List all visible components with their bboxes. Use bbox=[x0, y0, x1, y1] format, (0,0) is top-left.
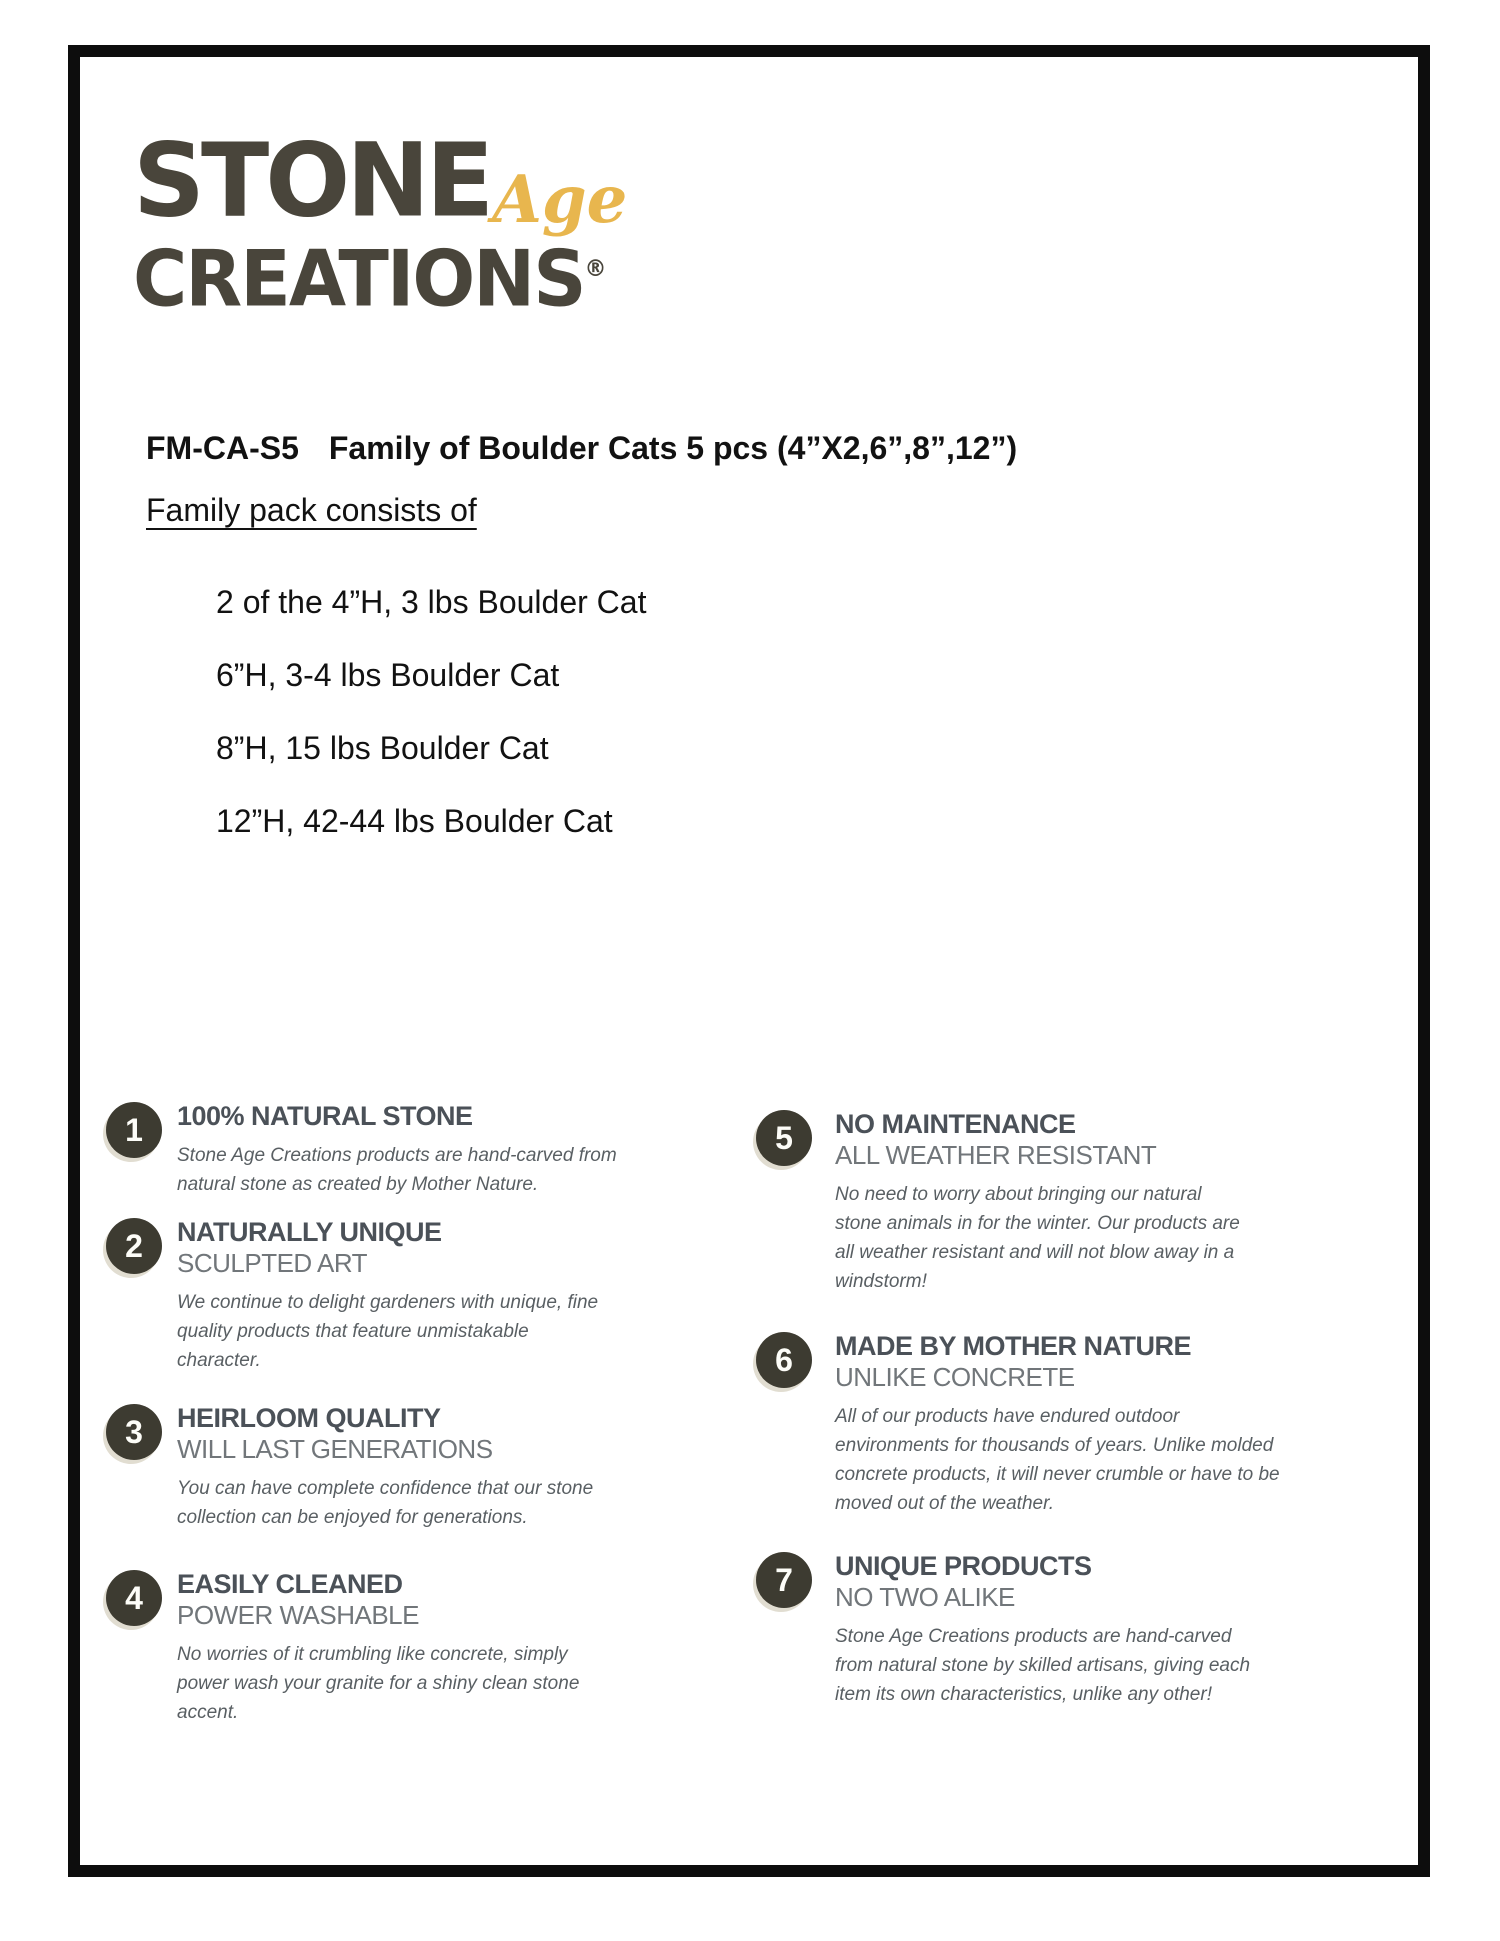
feature-subtitle: WILL LAST GENERATIONS bbox=[177, 1434, 493, 1464]
feature-heirloom-quality bbox=[106, 1402, 627, 1532]
feature-natural-stone bbox=[106, 1100, 617, 1199]
feature-number-badge: 6 bbox=[756, 1332, 812, 1388]
feature-title: EASILY CLEANED bbox=[177, 1569, 403, 1599]
logo-stone-text: STONE bbox=[133, 120, 491, 241]
feature-number-badge: 1 bbox=[106, 1102, 162, 1158]
feature-text bbox=[835, 1330, 1285, 1518]
feature-text bbox=[177, 1100, 617, 1199]
feature-title: HEIRLOOM QUALITY bbox=[177, 1403, 441, 1433]
registered-trademark-symbol: ® bbox=[584, 256, 607, 283]
feature-text bbox=[177, 1402, 627, 1532]
feature-naturally-unique bbox=[106, 1216, 607, 1375]
feature-title: MADE BY MOTHER NATURE bbox=[835, 1331, 1192, 1361]
logo-line-2 bbox=[133, 231, 625, 325]
feature-text bbox=[835, 1108, 1250, 1296]
pack-item: 8”H, 15 lbs Boulder Cat bbox=[216, 730, 549, 766]
feature-easily-cleaned bbox=[106, 1568, 612, 1727]
feature-text bbox=[835, 1550, 1265, 1709]
product-code: FM-CA-S5 bbox=[146, 430, 299, 466]
feature-body: No worries of it crumbling like concrete, simply power wash your granite for a shiny clean stone accent. bbox=[177, 1644, 580, 1723]
feature-body: All of our products have endured outdoor environments for thousands of years. Unlike molded concrete products, it will never crumble or have to be moved out of the weather. bbox=[835, 1406, 1280, 1514]
feature-unique-products bbox=[756, 1550, 1265, 1709]
feature-number-badge: 7 bbox=[756, 1552, 812, 1608]
feature-body: Stone Age Creations products are hand-carved from natural stone as created by Mother Nature. bbox=[177, 1145, 617, 1195]
feature-subtitle: SCULPTED ART bbox=[177, 1248, 368, 1278]
pack-item-list bbox=[216, 566, 646, 858]
feature-body: We continue to delight gardeners with unique, fine quality products that feature unmistakable character. bbox=[177, 1292, 599, 1371]
feature-title: NATURALLY UNIQUE bbox=[177, 1217, 442, 1247]
feature-number-badge: 2 bbox=[106, 1218, 162, 1274]
feature-subtitle: ALL WEATHER RESISTANT bbox=[835, 1140, 1157, 1170]
stone-age-creations-logo bbox=[133, 120, 628, 325]
feature-body: No need to worry about bringing our natural stone animals in for the winter. Our products are all weather resistant and will not blow away in a windstorm! bbox=[835, 1184, 1240, 1292]
feature-subtitle: UNLIKE CONCRETE bbox=[835, 1362, 1075, 1392]
feature-text bbox=[177, 1216, 607, 1375]
pack-item: 12”H, 42-44 lbs Boulder Cat bbox=[216, 803, 613, 839]
product-title bbox=[146, 430, 1017, 467]
feature-title: 100% NATURAL STONE bbox=[177, 1101, 473, 1131]
feature-title: UNIQUE PRODUCTS bbox=[835, 1551, 1092, 1581]
feature-made-by-mother-nature bbox=[756, 1330, 1285, 1518]
feature-body: You can have complete confidence that our stone collection can be enjoyed for generations. bbox=[177, 1478, 594, 1528]
feature-number-badge: 5 bbox=[756, 1110, 812, 1166]
logo-age-text: Age bbox=[492, 161, 628, 239]
feature-title: NO MAINTENANCE bbox=[835, 1109, 1076, 1139]
logo-line-1 bbox=[133, 120, 628, 245]
pack-heading: Family pack consists of bbox=[146, 492, 477, 528]
feature-subtitle: POWER WASHABLE bbox=[177, 1600, 419, 1630]
feature-no-maintenance bbox=[756, 1108, 1250, 1296]
feature-text bbox=[177, 1568, 612, 1727]
pack-item: 2 of the 4”H, 3 lbs Boulder Cat bbox=[216, 584, 647, 620]
feature-number-badge: 4 bbox=[106, 1570, 162, 1626]
feature-body: Stone Age Creations products are hand-carved from natural stone by skilled artisans, giving each item its own characteristics, unlike any other! bbox=[835, 1626, 1251, 1705]
logo-creations-text: CREATIONS bbox=[133, 234, 585, 325]
feature-subtitle: NO TWO ALIKE bbox=[835, 1582, 1015, 1612]
pack-item: 6”H, 3-4 lbs Boulder Cat bbox=[216, 657, 560, 693]
product-description: Family of Boulder Cats 5 pcs (4”X2,6”,8”,12”) bbox=[328, 430, 1018, 466]
feature-number-badge: 3 bbox=[106, 1404, 162, 1460]
